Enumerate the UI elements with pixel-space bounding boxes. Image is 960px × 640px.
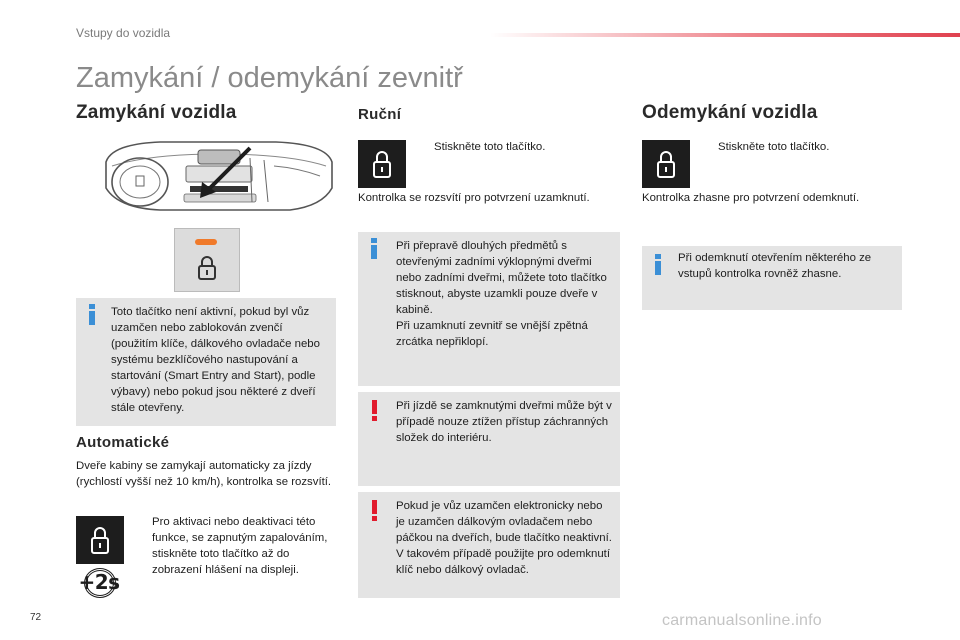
manual-text: Kontrolka se rozsvítí pro potvrzení uzamknutí.	[358, 192, 590, 204]
padlock-icon	[372, 149, 392, 179]
info-icon	[88, 304, 96, 326]
info-text-manual: Při přepravě dlouhých předmětů s otevřenými zadními výklopnými dveřmi nebo zadními dveřmi, můžete toto tlačítko stisknout, abyste uzamkli pouze dveře v kabině.	[396, 240, 607, 316]
manual-bullet: Stiskněte toto tlačítko.	[434, 141, 546, 153]
automatic-bullet: Pro aktivaci nebo deaktivaci této funkce, se zapnutým zapalováním, stiskněte toto tlačítko až do zobrazení hlášení na displeji.	[152, 516, 328, 576]
section-header: Vstupy do vozidla	[76, 26, 171, 40]
info-box-unlocking	[642, 246, 902, 310]
locking-heading: Zamykání vozidla	[76, 102, 237, 123]
warning-icon	[370, 500, 378, 522]
padlock-icon	[197, 255, 217, 281]
indicator-light	[195, 239, 217, 245]
info-text-locking: Toto tlačítko není aktivní, pokud byl vůz uzamčen nebo zablokován zvenčí (použitím klíče, dálkového ovladače nebo systému bezklíčového nastupování a startování (Smart Entry and Start), podle výbavy) nebo pokud jsou některé z dveří stále otevřeny.	[111, 306, 320, 414]
padlock-icon	[656, 149, 676, 179]
page-number: 72	[30, 612, 42, 623]
lock-button-illustration	[174, 228, 240, 292]
warning-text-electronic: Pokud je vůz uzamčen elektronicky nebo je uzamčen dálkovým ovladačem nebo páčkou na dveřích, bude tlačítko neaktivní. V takovém případě použijte pro odemknutí klíč nebo dálkový ovladač.	[396, 500, 612, 576]
unlocking-text: Kontrolka zhasne pro potvrzení odemknutí.	[642, 192, 860, 204]
unlocking-bullet: Stiskněte toto tlačítko.	[718, 141, 830, 153]
warning-box-emergency	[358, 392, 620, 486]
manual-heading: Ruční	[358, 106, 402, 123]
lock-button-icon-manual	[358, 140, 406, 188]
warning-box-electronic	[358, 492, 620, 598]
info-icon	[654, 254, 662, 276]
page-title: Zamykání / odemykání zevnitř	[76, 62, 463, 94]
warning-text-emergency: Při jízdě se zamknutými dveřmi může být v případě nouze ztížen přístup záchranných složek do interiéru.	[396, 400, 612, 444]
info-text-manual-mirrors: Při uzamknutí zevnitř se vnější zpětná zrcátka nepřiklopí.	[396, 320, 588, 348]
header-divider	[490, 33, 960, 37]
warning-icon	[370, 400, 378, 422]
watermark: carmanualsonline.info	[662, 612, 822, 629]
two-second-label: +2s	[78, 570, 120, 594]
lock-button-icon-automatic	[76, 516, 124, 564]
info-icon	[370, 238, 378, 260]
automatic-heading: Automatické	[76, 434, 170, 451]
automatic-text: Dveře kabiny se zamykají automaticky za jízdy (rychlostí vyšší než 10 km/h), kontrolka se rozsvítí.	[76, 460, 332, 488]
lock-button-icon-unlock	[642, 140, 690, 188]
padlock-icon	[90, 525, 110, 555]
unlocking-heading: Odemykání vozidla	[642, 102, 818, 123]
info-text-unlocking: Při odemknutí otevřením některého ze vstupů kontrolka rovněž zhasne.	[678, 252, 872, 280]
info-box-manual	[358, 232, 620, 386]
dashboard-illustration	[100, 136, 336, 218]
two-second-badge	[76, 566, 122, 600]
info-box-locking	[76, 298, 336, 426]
